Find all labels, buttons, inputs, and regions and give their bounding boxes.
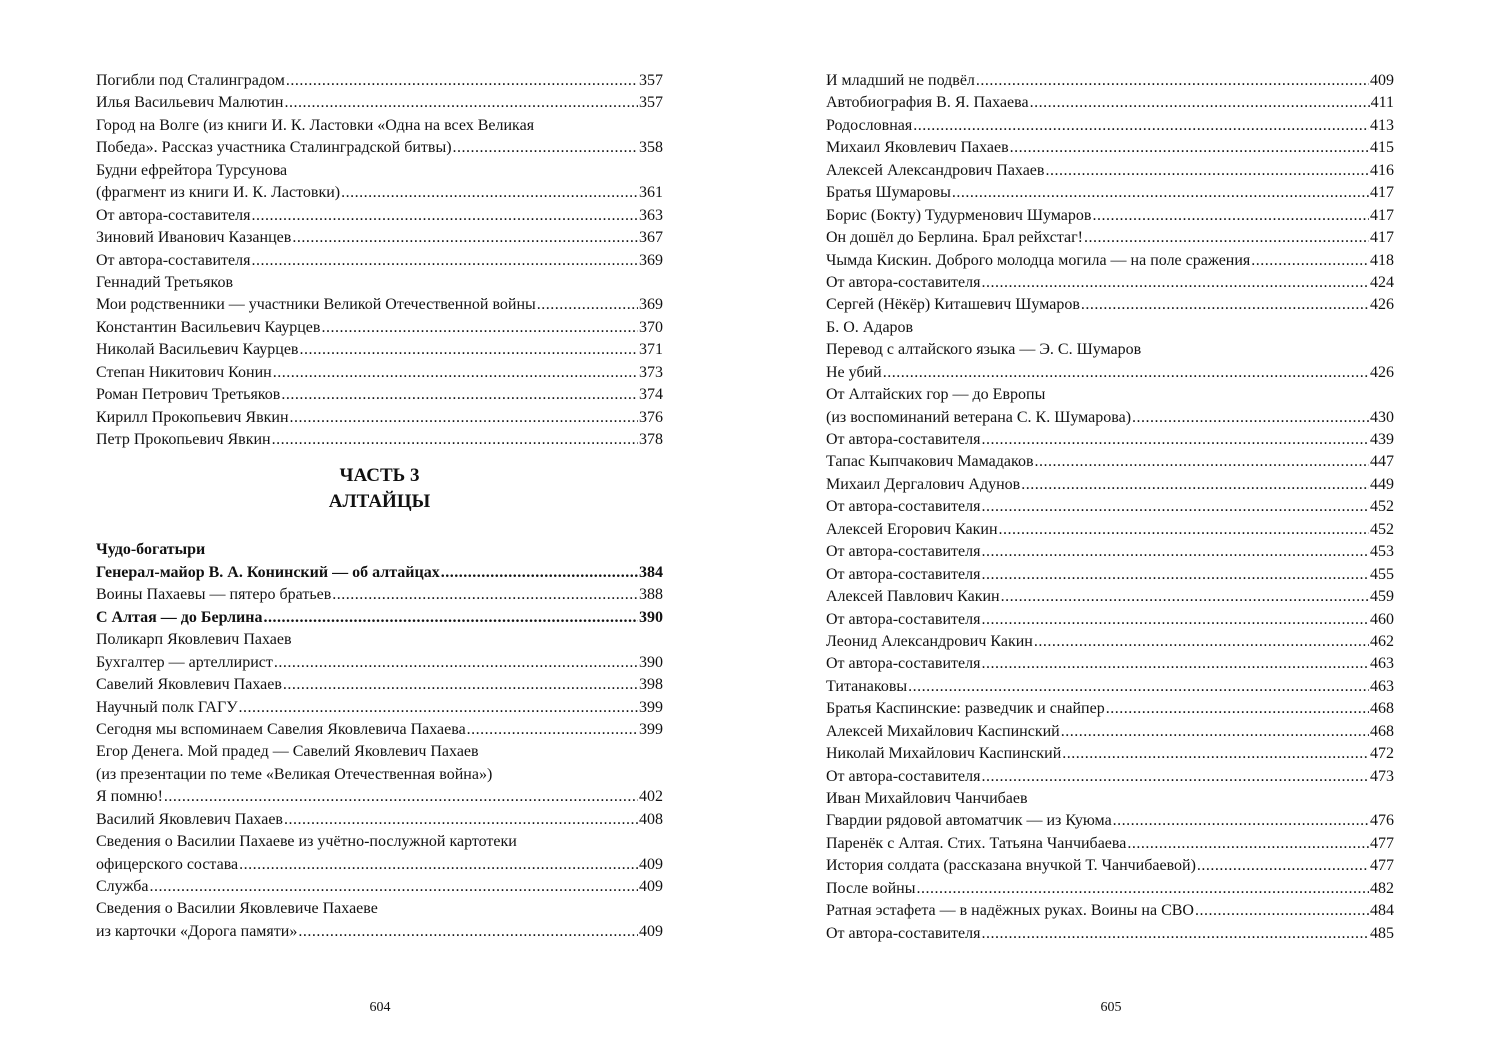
dot-leader xyxy=(981,429,1369,451)
dot-leader xyxy=(292,227,638,249)
toc-entry-page: 416 xyxy=(1370,161,1394,179)
dot-leader xyxy=(341,182,638,204)
toc-entry-title: Братья Каспинские: разведчик и снайпер xyxy=(826,700,1105,718)
dot-leader xyxy=(981,272,1369,294)
dot-leader xyxy=(285,92,639,114)
dot-leader xyxy=(1035,451,1370,473)
toc-entry-title: Поликарп Яковлевич Пахаев xyxy=(96,631,292,649)
toc-entry-page: 399 xyxy=(639,698,663,716)
toc-entry-title: От автора-составителя xyxy=(96,251,251,269)
toc-entry-page: 402 xyxy=(639,788,663,806)
dot-leader xyxy=(1062,743,1369,765)
toc-entry xyxy=(96,607,663,629)
toc-entry-title: Михаил Дергалович Адунов xyxy=(826,475,1021,493)
toc-entry-title: Научный полк ГАГУ xyxy=(96,698,238,716)
toc-entry-page: 361 xyxy=(639,184,663,202)
toc-entry xyxy=(826,788,1394,810)
dot-leader xyxy=(1001,586,1369,608)
toc-entry-title: Роман Петрович Третьяков xyxy=(96,386,281,404)
toc-entry xyxy=(96,876,663,898)
dot-leader xyxy=(916,878,1369,900)
toc-entry xyxy=(96,539,663,561)
dot-leader xyxy=(251,250,638,272)
toc-entry-title: Иван Михайлович Чанчибаев xyxy=(826,790,1028,807)
toc-entry xyxy=(96,339,663,361)
toc-entry xyxy=(96,294,663,316)
toc-entry-title: Егор Денега. Мой прадед — Савелий Яковлевич Пахаев xyxy=(96,743,479,761)
toc-entry xyxy=(826,676,1394,698)
left-page xyxy=(96,70,663,943)
part-title: АЛТАЙЦЫ xyxy=(328,491,431,513)
toc-entry xyxy=(96,137,663,159)
toc-entry xyxy=(826,384,1394,406)
toc-entry-title: Геннадий Третьяков xyxy=(96,273,234,291)
toc-entry-page: 384 xyxy=(639,563,663,581)
toc-entry xyxy=(826,317,1394,339)
toc-entry xyxy=(826,294,1394,316)
toc-entry-title: От автора-составителя xyxy=(96,206,251,224)
dot-leader xyxy=(332,584,638,606)
page-number-right: 605 xyxy=(1100,1000,1122,1015)
dot-leader xyxy=(981,609,1369,631)
toc-entry-page: 409 xyxy=(1370,72,1394,89)
toc-entry-page: 485 xyxy=(1370,924,1394,942)
toc-entry-title: Будни ефрейтора Турсунова xyxy=(96,161,288,179)
dot-leader xyxy=(1045,160,1369,182)
toc-entry xyxy=(96,92,663,114)
toc-entry-title: Леонид Александрович Какин xyxy=(826,632,1033,650)
toc-entry-page: 357 xyxy=(639,94,663,112)
toc-entry xyxy=(826,631,1394,653)
toc-entry-title: Петр Прокопьевич Явкин xyxy=(96,431,271,448)
toc-entry-page: 424 xyxy=(1370,273,1394,291)
toc-entry-page: 463 xyxy=(1370,655,1394,673)
dot-leader xyxy=(981,653,1369,675)
dot-leader xyxy=(284,809,638,831)
toc-entry xyxy=(826,429,1394,451)
toc-entry-title: Служба xyxy=(96,878,149,895)
toc-entry-page: 413 xyxy=(1370,116,1394,134)
toc-entry-title: Сведения о Василии Яковлевиче Пахаеве xyxy=(96,900,378,918)
toc-entry-page: 460 xyxy=(1370,610,1394,628)
toc-entry-page: 417 xyxy=(1370,184,1394,202)
dot-leader xyxy=(1092,205,1369,227)
toc-entry-page: 409 xyxy=(639,878,663,895)
toc-entry-page: 358 xyxy=(639,139,663,157)
toc-entry xyxy=(96,182,663,204)
dot-leader xyxy=(1021,474,1369,496)
toc-entry-title: После войны xyxy=(826,879,916,897)
toc-entry xyxy=(826,609,1394,631)
dot-leader xyxy=(981,923,1369,945)
toc-entry-title: из карточки «Дорога памяти» xyxy=(96,922,298,940)
toc-entry-title: Сергей (Нёкёр) Киташевич Шумаров xyxy=(826,296,1080,314)
toc-entry xyxy=(96,809,663,831)
toc-entry-page: 449 xyxy=(1370,475,1394,493)
toc-entry xyxy=(96,921,663,943)
toc-entry-title: Чудо-богатыри xyxy=(96,541,206,559)
toc-entry-title: Паренёк с Алтая. Стих. Татьяна Чанчибаева xyxy=(826,834,1127,852)
dot-leader xyxy=(1081,294,1369,316)
toc-entry-title: От автора-составителя xyxy=(826,565,981,583)
dot-leader xyxy=(273,362,638,384)
toc-entry-page: 455 xyxy=(1370,565,1394,583)
toc-entry-page: 357 xyxy=(639,72,663,89)
toc-entry-title: От автора-составителя xyxy=(826,498,981,516)
toc-entry-title: Михаил Яковлевич Пахаев xyxy=(826,139,1009,157)
toc-entry-page: 477 xyxy=(1370,834,1394,852)
toc-entry xyxy=(826,70,1394,92)
toc-entry xyxy=(96,831,663,853)
toc-entry-page: 376 xyxy=(639,408,663,426)
toc-entry xyxy=(96,652,663,674)
toc-entry-page: 468 xyxy=(1370,722,1394,740)
toc-entry xyxy=(96,250,663,272)
toc-entry xyxy=(96,227,663,249)
toc-entry xyxy=(826,833,1394,855)
dot-leader xyxy=(1030,92,1370,114)
dot-leader xyxy=(272,429,638,451)
toc-entry xyxy=(826,698,1394,720)
toc-entry xyxy=(826,451,1394,473)
toc-entry-title: Мои родственники — участники Великой Отечественной войны xyxy=(96,296,536,314)
toc-entry-title: Зиновий Иванович Казанцев xyxy=(96,229,292,247)
dot-leader xyxy=(441,562,638,584)
part-label: ЧАСТЬ 3 xyxy=(339,465,420,487)
toc-entry-page: 369 xyxy=(639,251,663,269)
toc-entry-title: офицерского состава xyxy=(96,855,239,873)
page-number-left: 604 xyxy=(369,1000,391,1015)
dot-leader xyxy=(952,182,1369,204)
toc-entry xyxy=(826,227,1394,249)
toc-entry-title: От Алтайских гор — до Европы xyxy=(826,386,1046,404)
toc-entry-title: (фрагмент из книги И. К. Ластовки) xyxy=(96,184,341,202)
toc-entry-title: Победа». Рассказ участника Сталинградской битвы) xyxy=(96,139,452,157)
toc-entry-title: От автора-составителя xyxy=(826,767,981,785)
dot-leader xyxy=(908,676,1369,698)
dot-leader xyxy=(290,407,638,429)
toc-entry-page: 463 xyxy=(1370,677,1394,695)
toc-entry xyxy=(826,855,1394,877)
dot-leader xyxy=(1061,721,1369,743)
toc-entry-title: Воины Пахаевы — пятеро братьев xyxy=(96,586,332,604)
toc-list-part3 xyxy=(96,539,663,943)
toc-entry xyxy=(826,541,1394,563)
toc-entry-title: Чымда Кискин. Доброго молодца могила — на поле сражения xyxy=(826,251,1251,269)
dot-leader xyxy=(913,115,1369,137)
toc-entry-title: Б. О. Адаров xyxy=(826,318,914,336)
toc-entry xyxy=(826,474,1394,496)
toc-entry-page: 373 xyxy=(639,363,663,381)
toc-entry-page: 476 xyxy=(1370,812,1394,830)
dot-leader xyxy=(453,137,638,159)
dot-leader xyxy=(981,496,1369,518)
toc-entry-page: 370 xyxy=(639,318,663,336)
toc-entry-title: От автора-составителя xyxy=(826,273,981,291)
toc-entry-page: 390 xyxy=(639,653,663,671)
toc-entry xyxy=(826,115,1394,137)
dot-leader xyxy=(976,70,1369,92)
toc-entry-title: Савелий Яковлевич Пахаев xyxy=(96,676,282,694)
toc-entry-page: 473 xyxy=(1370,767,1394,785)
toc-entry xyxy=(96,317,663,339)
toc-entry xyxy=(826,653,1394,675)
toc-entry-page: 369 xyxy=(639,296,663,314)
dot-leader xyxy=(981,564,1369,586)
toc-entry-title: (из презентации по теме «Великая Отечественная война») xyxy=(96,765,493,783)
toc-entry xyxy=(826,496,1394,518)
toc-entry-title: Кирилл Прокопьевич Явкин xyxy=(96,408,289,426)
toc-entry-title: Бухгалтер — артеллирист xyxy=(96,653,273,671)
toc-entry-title: Титанаковы xyxy=(826,677,908,695)
toc-entry-title: Перевод с алтайского языка — Э. С. Шумаров xyxy=(826,341,1142,359)
toc-entry-page: 426 xyxy=(1370,363,1394,381)
dot-leader xyxy=(239,697,638,719)
dot-leader xyxy=(1010,137,1369,159)
toc-entry-page: 430 xyxy=(1370,408,1394,426)
toc-entry-title: Степан Никитович Конин xyxy=(96,363,272,381)
toc-entry-title: Илья Васильевич Малютин xyxy=(96,94,284,112)
dot-leader xyxy=(263,607,638,629)
toc-entry xyxy=(826,407,1394,429)
toc-entry-title: Сегодня мы вспоминаем Савелия Яковлевича Пахаева xyxy=(96,720,466,738)
toc-entry-page: 374 xyxy=(639,386,663,404)
toc-entry-title: От автора-составителя xyxy=(826,655,981,673)
toc-entry-page: 426 xyxy=(1370,296,1394,314)
toc-entry xyxy=(826,810,1394,832)
toc-entry xyxy=(96,854,663,876)
toc-list-part2-end xyxy=(96,70,663,451)
dot-leader xyxy=(1127,833,1369,855)
toc-entry-page: 472 xyxy=(1370,745,1394,763)
toc-entry-title: Алексей Михайлович Каспинский xyxy=(826,722,1060,740)
toc-entry xyxy=(96,764,663,786)
dot-leader xyxy=(1084,227,1369,249)
toc-entry-title: Тапас Кыпчакович Мамадаков xyxy=(826,453,1034,471)
toc-entry-title: Родословная xyxy=(826,116,913,134)
dot-leader xyxy=(274,652,638,674)
toc-entry-page: 367 xyxy=(639,229,663,247)
toc-entry-page: 439 xyxy=(1370,431,1394,448)
toc-entry-title: Константин Васильевич Каурцев xyxy=(96,318,321,336)
toc-entry-title: От автора-составителя xyxy=(826,610,981,628)
toc-entry-title: И младший не подвёл xyxy=(826,72,975,89)
toc-entry-title: Город на Волге (из книги И. К. Ластовки «Одна на всех Великая xyxy=(96,116,535,134)
toc-entry xyxy=(96,584,663,606)
toc-entry xyxy=(96,115,663,137)
toc-entry-title: Ратная эстафета — в надёжных руках. Воины на СВО xyxy=(826,902,1194,920)
dot-leader xyxy=(1106,698,1369,720)
toc-entry xyxy=(826,923,1394,945)
toc-entry xyxy=(96,719,663,741)
toc-entry-page: 388 xyxy=(639,586,663,604)
toc-entry-title: С Алтая — до Берлина xyxy=(96,608,263,626)
toc-entry-page: 417 xyxy=(1370,206,1394,224)
dot-leader xyxy=(1034,631,1369,653)
toc-entry-title: Генерал-майор В. А. Конинский — об алтайцах xyxy=(96,563,440,581)
dot-leader xyxy=(1113,810,1369,832)
dot-leader xyxy=(239,854,638,876)
toc-entry xyxy=(826,160,1394,182)
toc-entry xyxy=(96,674,663,696)
toc-entry xyxy=(826,743,1394,765)
dot-leader xyxy=(999,519,1369,541)
part-heading-block xyxy=(96,463,663,515)
toc-entry xyxy=(96,272,663,294)
toc-entry-title: Николай Михайлович Каспинский xyxy=(826,745,1062,763)
toc-entry-title: От автора-составителя xyxy=(826,431,981,448)
toc-entry xyxy=(96,786,663,808)
toc-entry-page: 398 xyxy=(639,676,663,694)
toc-entry-title: От автора-составителя xyxy=(826,924,981,942)
toc-entry-page: 390 xyxy=(639,608,663,626)
dot-leader xyxy=(1132,407,1369,429)
toc-entry xyxy=(96,629,663,651)
dot-leader xyxy=(298,921,638,943)
toc-entry-title: Братья Шумаровы xyxy=(826,184,951,202)
dot-leader xyxy=(1197,855,1369,877)
toc-entry-title: Алексей Егорович Какин xyxy=(826,520,998,538)
toc-entry xyxy=(96,697,663,719)
dot-leader xyxy=(467,719,638,741)
toc-entry xyxy=(826,878,1394,900)
toc-entry-title: Он дошёл до Берлина. Брал рейхстаг! xyxy=(826,229,1083,247)
toc-entry-page: 453 xyxy=(1370,543,1394,561)
right-page xyxy=(826,70,1394,945)
toc-entry-title: (из воспоминаний ветерана С. К. Шумарова) xyxy=(826,408,1132,426)
toc-entry xyxy=(826,362,1394,384)
dot-leader xyxy=(283,674,638,696)
dot-leader xyxy=(537,294,638,316)
toc-entry-page: 411 xyxy=(1370,94,1394,112)
toc-entry-page: 459 xyxy=(1370,588,1394,606)
toc-entry xyxy=(826,137,1394,159)
toc-entry-title: Не убий xyxy=(826,363,882,381)
toc-entry-title: Погибли под Сталинградом xyxy=(96,72,285,89)
toc-entry xyxy=(826,721,1394,743)
toc-entry xyxy=(96,384,663,406)
toc-entry-page: 409 xyxy=(639,922,663,940)
toc-entry-page: 477 xyxy=(1370,857,1394,875)
toc-entry xyxy=(826,272,1394,294)
toc-entry xyxy=(826,250,1394,272)
toc-entry xyxy=(826,766,1394,788)
toc-entry-page: 452 xyxy=(1370,498,1394,516)
dot-leader xyxy=(281,384,638,406)
toc-entry-title: От автора-составителя xyxy=(826,543,981,561)
dot-leader xyxy=(286,70,638,92)
toc-entry-title: Гвардии рядовой автоматчик — из Куюма xyxy=(826,812,1112,830)
toc-entry xyxy=(96,70,663,92)
toc-entry xyxy=(826,92,1394,114)
toc-entry xyxy=(826,182,1394,204)
toc-entry-page: 415 xyxy=(1370,139,1394,157)
toc-entry-page: 452 xyxy=(1370,520,1394,538)
toc-entry-page: 408 xyxy=(639,810,663,828)
dot-leader xyxy=(1251,250,1369,272)
dot-leader xyxy=(251,205,638,227)
dot-leader xyxy=(981,766,1369,788)
toc-entry xyxy=(96,205,663,227)
toc-entry-title: История солдата (рассказана внучкой Т. Чанчибаевой) xyxy=(826,857,1196,875)
toc-entry-page: 409 xyxy=(639,855,663,873)
toc-entry-title: Василий Яковлевич Пахаев xyxy=(96,810,283,828)
toc-entry xyxy=(96,362,663,384)
dot-leader xyxy=(1195,900,1369,922)
toc-entry-page: 363 xyxy=(639,206,663,224)
toc-list-right xyxy=(826,70,1394,945)
dot-leader xyxy=(150,876,638,898)
dot-leader xyxy=(299,339,638,361)
toc-entry-title: Я помню! xyxy=(96,788,163,806)
toc-entry xyxy=(96,741,663,763)
toc-entry-title: Николай Васильевич Каурцев xyxy=(96,341,299,359)
toc-entry xyxy=(96,898,663,920)
toc-entry-title: Автобиография В. Я. Пахаева xyxy=(826,94,1029,112)
toc-entry-page: 417 xyxy=(1370,229,1394,247)
toc-entry xyxy=(826,586,1394,608)
dot-leader xyxy=(981,541,1369,563)
toc-entry xyxy=(96,407,663,429)
toc-entry-page: 447 xyxy=(1370,453,1394,471)
toc-entry-page: 378 xyxy=(639,431,663,448)
toc-entry xyxy=(826,564,1394,586)
toc-entry xyxy=(826,519,1394,541)
toc-entry xyxy=(826,339,1394,361)
toc-entry-page: 399 xyxy=(639,720,663,738)
toc-entry-page: 484 xyxy=(1370,902,1394,920)
toc-entry-page: 371 xyxy=(639,341,663,359)
dot-leader xyxy=(883,362,1369,384)
toc-entry xyxy=(826,900,1394,922)
toc-entry xyxy=(96,429,663,451)
toc-entry-title: Алексей Павлович Какин xyxy=(826,588,1000,606)
toc-entry-title: Алексей Александрович Пахаев xyxy=(826,161,1045,179)
toc-entry xyxy=(826,205,1394,227)
toc-entry xyxy=(96,160,663,182)
toc-entry-title: Сведения о Василии Пахаеве из учётно-послужной картотеки xyxy=(96,833,517,851)
dot-leader xyxy=(164,786,638,808)
toc-entry-page: 418 xyxy=(1370,251,1394,269)
dot-leader xyxy=(321,317,638,339)
toc-entry xyxy=(96,562,663,584)
toc-entry-page: 468 xyxy=(1370,700,1394,718)
toc-entry-page: 462 xyxy=(1370,632,1394,650)
toc-entry-title: Борис (Бокту) Тудурменович Шумаров xyxy=(826,206,1092,224)
toc-entry-page: 482 xyxy=(1370,879,1394,897)
